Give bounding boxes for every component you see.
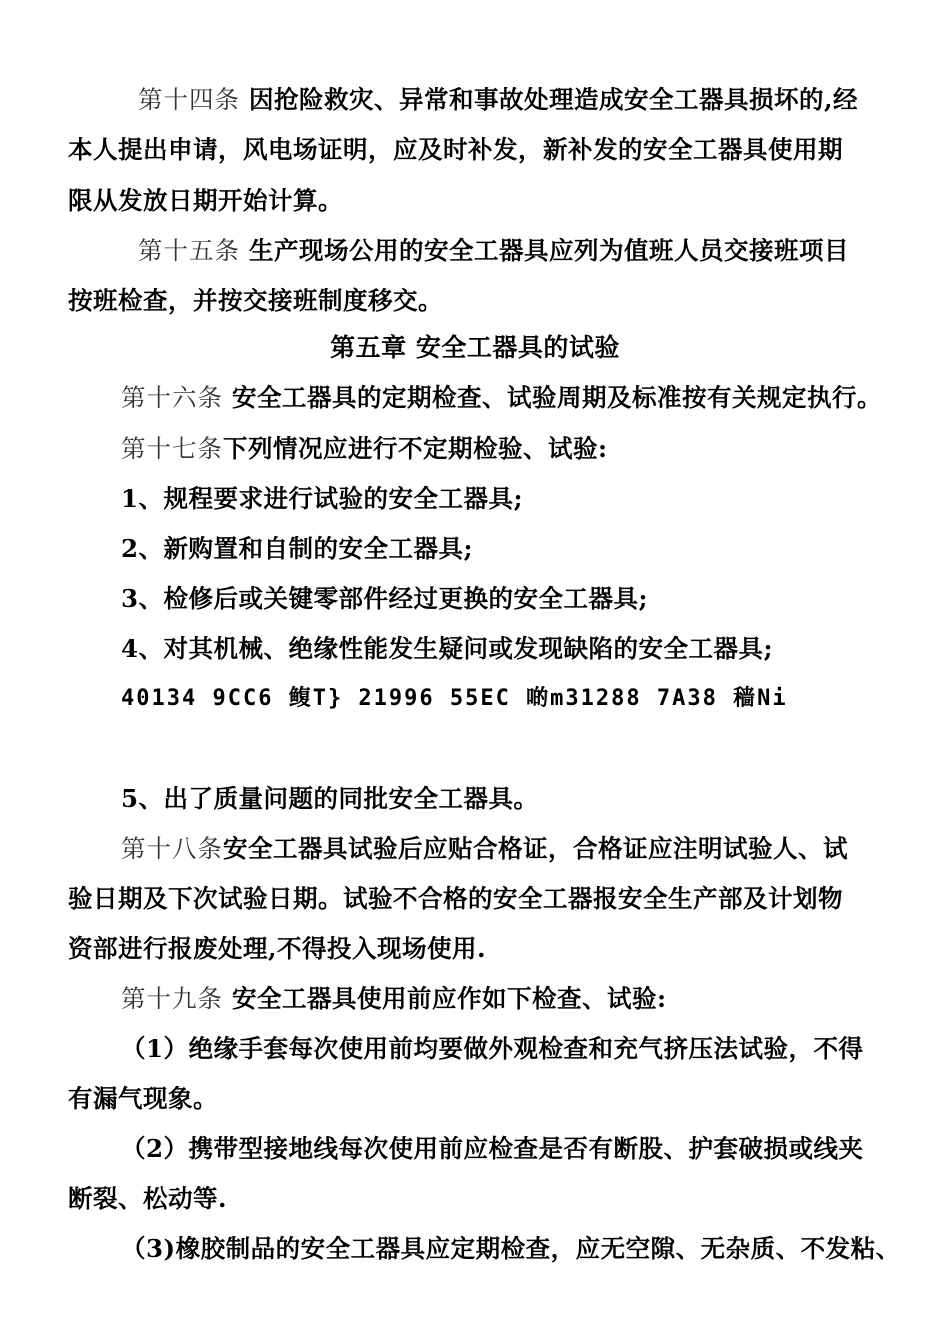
chapter-5-title: 第五章 安全工器具的试验 bbox=[330, 333, 620, 362]
article-15-line-1 bbox=[138, 235, 849, 267]
article-17-item-2: 2、新购置和自制的安全工器具; bbox=[121, 534, 474, 563]
article-16-label: 第十六条 bbox=[121, 383, 223, 412]
article-19-line-1 bbox=[121, 983, 667, 1015]
article-19-item-2-line-2: 断裂、松动等. bbox=[68, 1184, 228, 1213]
article-15-line-2: 按班检查，并按交接班制度移交。 bbox=[68, 286, 443, 315]
article-17-text-1: 下列情况应进行不定期检验、试验: bbox=[223, 434, 608, 463]
article-17-item-3: 3、检修后或关键零部件经过更换的安全工器具; bbox=[121, 584, 649, 613]
article-16-line-1 bbox=[121, 382, 882, 414]
article-19-item-3-line-1: （3)橡胶制品的安全工器具应定期检查，应无空隙、无杂质、不发粘、 bbox=[121, 1234, 901, 1263]
article-16-text-1: 安全工器具的定期检查、试验周期及标准按有关规定执行。 bbox=[232, 383, 883, 412]
article-14-line-1 bbox=[138, 84, 858, 116]
article-17-garbled-text: 40134 9CC6 鳆T} 21996 55EC 啲m31288 7A38 穑Ni bbox=[121, 686, 788, 711]
article-17-item-4: 4、对其机械、绝缘性能发生疑问或发现缺陷的安全工器具; bbox=[121, 634, 774, 663]
article-19-item-2-line-1: （2）携带型接地线每次使用前应检查是否有断股、护套破损或线夹 bbox=[121, 1134, 864, 1163]
article-19-label: 第十九条 bbox=[121, 984, 223, 1013]
article-14-label: 第十四条 bbox=[138, 85, 240, 114]
article-17-line-1 bbox=[121, 433, 608, 465]
article-17-item-5: 5、出了质量问题的同批安全工器具。 bbox=[121, 784, 539, 813]
article-19-item-1-line-2: 有漏气现象。 bbox=[68, 1084, 218, 1113]
article-18-line-3: 资部进行报废处理,不得投入现场使用. bbox=[68, 934, 487, 963]
article-14-text-1: 因抢险救灾、异常和事故处理造成安全工器具损坏的,经 bbox=[249, 85, 859, 114]
article-19-text-1: 安全工器具使用前应作如下检查、试验: bbox=[232, 984, 667, 1013]
article-15-text-1: 生产现场公用的安全工器具应列为值班人员交接班项目 bbox=[249, 236, 850, 265]
article-18-line-2: 验日期及下次试验日期。试验不合格的安全工器报安全生产部及计划物 bbox=[68, 884, 843, 913]
article-19-item-1-line-1: （1）绝缘手套每次使用前均要做外观检查和充气挤压法试验，不得 bbox=[121, 1034, 864, 1063]
article-17-item-1: 1、规程要求进行试验的安全工器具; bbox=[121, 484, 524, 513]
article-14-line-3: 限从发放日期开始计算。 bbox=[68, 186, 343, 215]
article-17-label: 第十七条 bbox=[121, 434, 223, 463]
article-14-line-2: 本人提出申请，风电场证明，应及时补发，新补发的安全工器具使用期 bbox=[68, 135, 843, 164]
article-18-label: 第十八条 bbox=[121, 834, 223, 863]
article-18-line-1 bbox=[121, 833, 848, 865]
article-15-label: 第十五条 bbox=[138, 236, 240, 265]
article-18-text-1: 安全工器具试验后应贴合格证，合格证应注明试验人、试 bbox=[223, 834, 848, 863]
